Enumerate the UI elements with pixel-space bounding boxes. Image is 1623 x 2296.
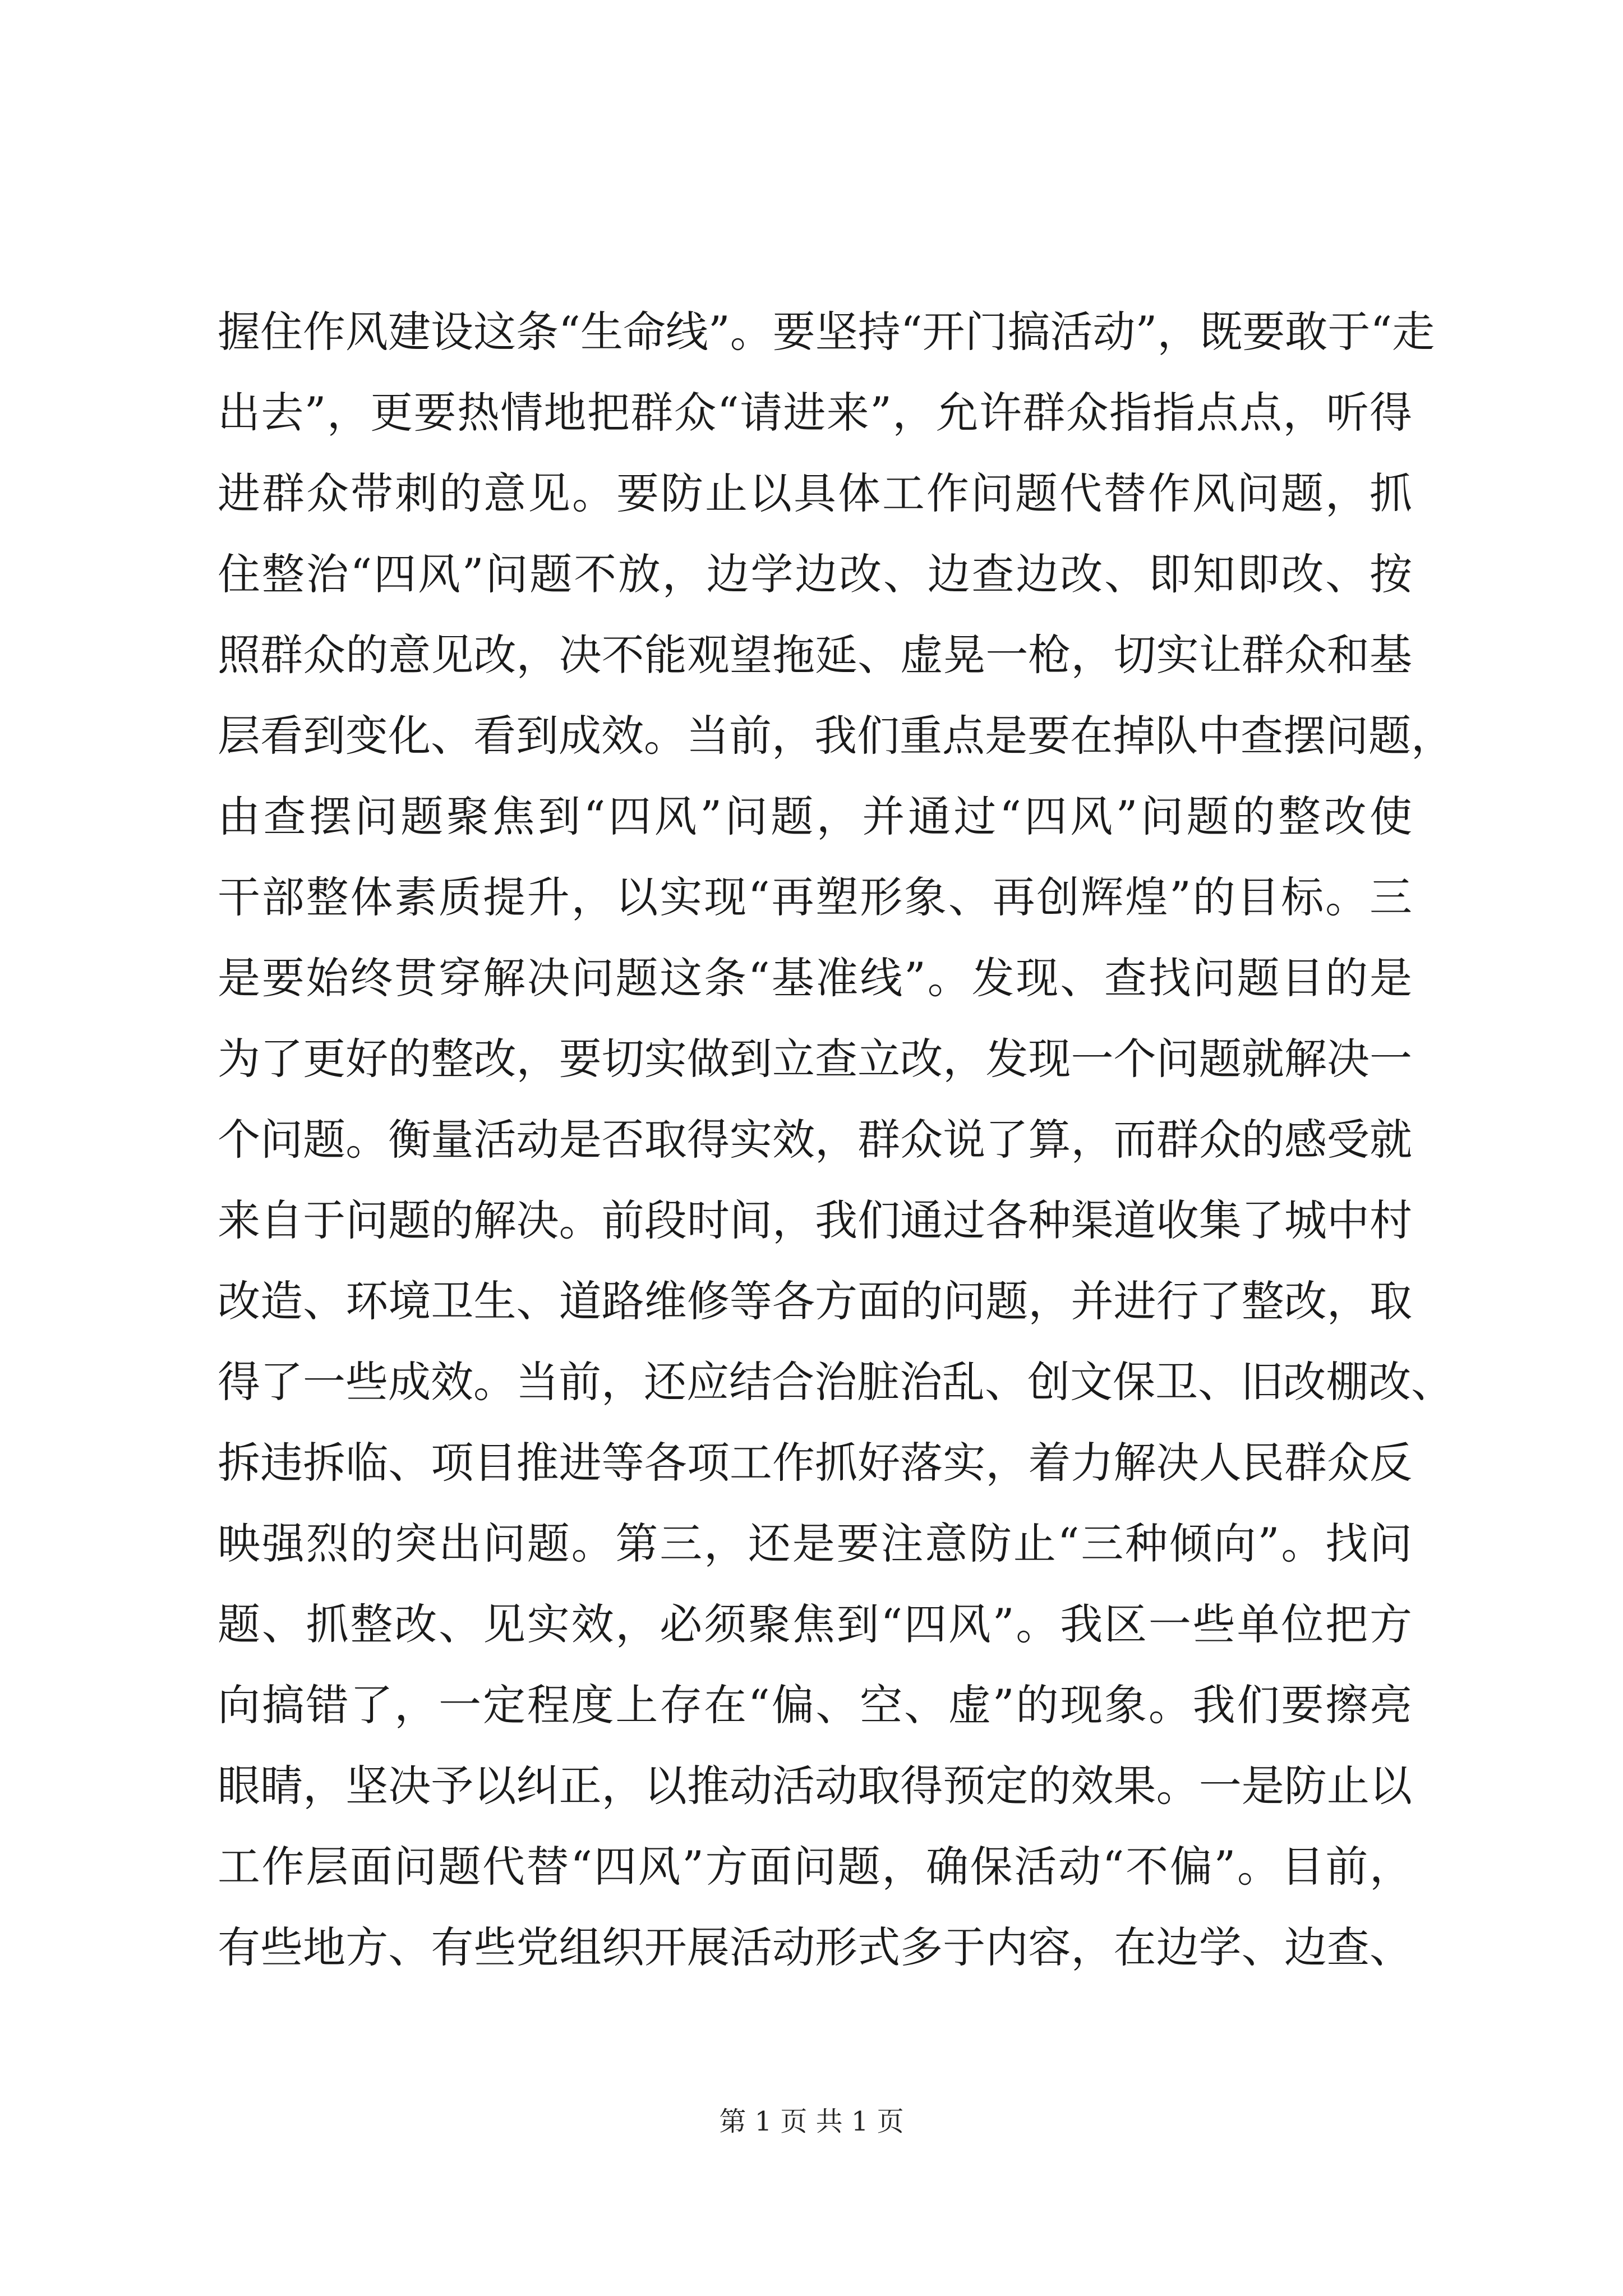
text-line: 住整治“四风”问题不放，边学边改、边查边改、即知即改、按 [218,549,1412,599]
text-line: 眼睛，坚决予以纠正，以推动活动取得预定的效果。一是防止以 [218,1761,1412,1811]
text-line: 出去”，更要热情地把群众“请进来”，允许群众指指点点，听得 [218,388,1412,438]
text-line: 由查摆问题聚焦到“四风”问题，并通过“四风”问题的整改使 [218,792,1412,841]
text-line: 干部整体素质提升，以实现“再塑形象、再创辉煌”的目标。三 [218,872,1412,922]
text-line: 向搞错了，一定程度上存在“偏、空、虚”的现象。我们要擦亮 [218,1680,1412,1730]
text-line: 工作层面问题代替“四风”方面问题，确保活动“不偏”。目前， [218,1842,1412,1892]
text-line: 层看到变化、看到成效。当前，我们重点是要在掉队中查摆问题， [218,711,1454,761]
text-line: 得了一些成效。当前，还应结合治脏治乱、创文保卫、旧改棚改、 [218,1357,1454,1407]
text-line: 拆违拆临、项目推进等各项工作抓好落实，着力解决人民群众反 [218,1438,1412,1488]
page-footer: 第 1 页 共 1 页 [719,2106,904,2137]
text-line: 进群众带刺的意见。要防止以具体工作问题代替作风问题，抓 [218,468,1412,518]
text-line: 为了更好的整改，要切实做到立查立改，发现一个问题就解决一 [218,1034,1412,1084]
document-body [218,292,1454,1988]
text-line: 改造、环境卫生、道路维修等各方面的问题，并进行了整改，取 [218,1276,1412,1326]
text-line: 照群众的意见改，决不能观望拖延、虚晃一枪，切实让群众和基 [218,630,1412,680]
text-line: 是要始终贯穿解决问题这条“基准线”。发现、查找问题目的是 [218,953,1412,1003]
text-line: 映强烈的突出问题。第三，还是要注意防止“三种倾向”。找问 [218,1519,1412,1568]
text-line: 有些地方、有些党组织开展活动形式多于内容，在边学、边查、 [218,1922,1412,1972]
text-line: 来自于问题的解决。前段时间，我们通过各种渠道收集了城中村 [218,1195,1412,1245]
text-line: 握住作风建设这条“生命线”。要坚持“开门搞活动”，既要敢于“走 [218,307,1435,357]
text-line: 题、抓整改、见实效，必须聚焦到“四风”。我区一些单位把方 [218,1599,1412,1649]
text-line: 个问题。衡量活动是否取得实效，群众说了算，而群众的感受就 [218,1115,1412,1165]
